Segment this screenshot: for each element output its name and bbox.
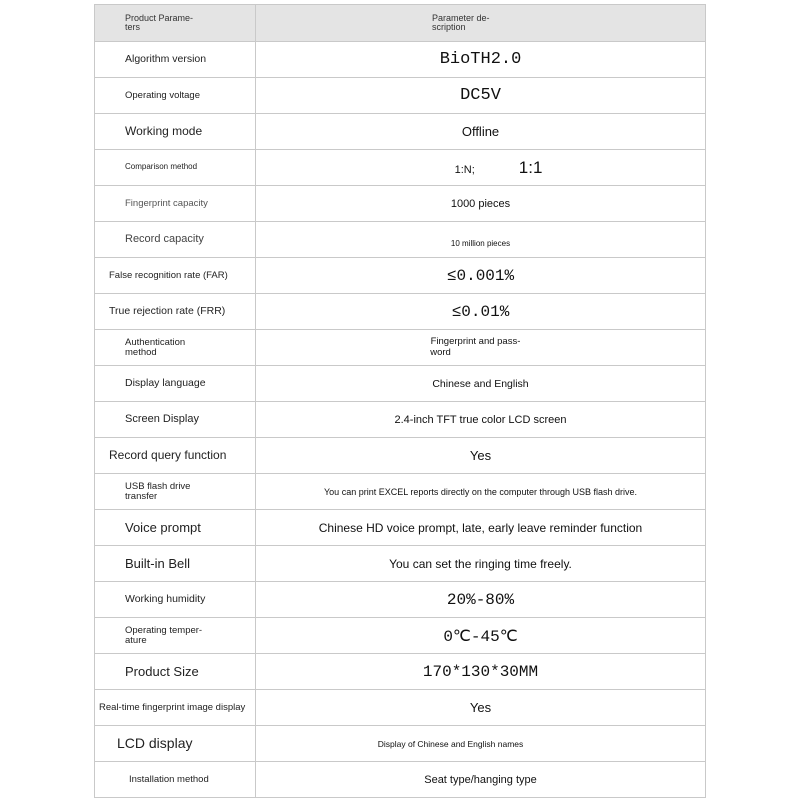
param-label-installation: Installation method bbox=[129, 773, 209, 785]
param-label-usb-line2: transfer bbox=[125, 490, 158, 502]
param-value-fingerprint-capacity: 1000 pieces bbox=[450, 197, 511, 210]
param-value-operating-temp: 0℃-45℃ bbox=[443, 627, 518, 646]
param-value-usb-transfer: You can print EXCEL reports directly on the computer through USB flash drive. bbox=[324, 486, 637, 497]
param-value-realtime-image: Yes bbox=[469, 700, 492, 715]
table-row bbox=[95, 186, 706, 222]
table-row bbox=[95, 78, 706, 114]
param-value-record-query: Yes bbox=[469, 448, 492, 463]
table-row bbox=[95, 330, 706, 366]
param-value-far: ≤0.001% bbox=[446, 266, 515, 285]
table-row bbox=[95, 726, 706, 762]
table-row bbox=[95, 546, 706, 582]
table-row bbox=[95, 474, 706, 510]
param-value-product-size: 170*130*30MM bbox=[422, 662, 539, 681]
header-param-cell bbox=[95, 5, 256, 42]
param-value-screen-display: 2.4-inch TFT true color LCD screen bbox=[394, 413, 567, 426]
param-value-working-mode: Offline bbox=[461, 124, 500, 139]
table-row bbox=[95, 654, 706, 690]
param-value-algorithm-version: BioTH2.0 bbox=[439, 50, 522, 69]
table-row bbox=[95, 366, 706, 402]
param-value-comparison-method-11: 1:1 bbox=[518, 157, 543, 177]
table-row bbox=[95, 294, 706, 330]
header-desc-cell bbox=[256, 5, 706, 42]
param-value-record-capacity: 10 million pieces bbox=[450, 239, 511, 248]
param-label-record-capacity: Record capacity bbox=[125, 232, 204, 245]
table-row bbox=[95, 114, 706, 150]
param-label-built-in-bell: Built-in Bell bbox=[125, 555, 191, 571]
param-label-screen-display: Screen Display bbox=[125, 412, 199, 425]
param-label-usb-line1: USB flash drive bbox=[125, 480, 191, 492]
table-row bbox=[95, 222, 706, 258]
table-row bbox=[95, 258, 706, 294]
table-row bbox=[95, 402, 706, 438]
param-label-fingerprint-capacity: Fingerprint capacity bbox=[125, 197, 208, 209]
param-label-voice-prompt: Voice prompt bbox=[125, 519, 201, 535]
param-label-frr: True rejection rate (FRR) bbox=[109, 304, 226, 317]
param-label-operating-temp-line2: ature bbox=[125, 634, 147, 646]
table-header-row bbox=[95, 5, 706, 42]
table-row bbox=[95, 42, 706, 78]
param-value-authentication-line1: Fingerprint and pass- bbox=[430, 336, 521, 348]
param-label-record-query: Record query function bbox=[109, 448, 227, 463]
param-value-authentication-line2: word bbox=[430, 346, 451, 358]
param-label-working-humidity: Working humidity bbox=[125, 592, 206, 605]
param-label-product-size: Product Size bbox=[125, 663, 199, 679]
param-value-voice-prompt: Chinese HD voice prompt, late, early leave reminder function bbox=[318, 520, 643, 535]
param-value-built-in-bell: You can set the ringing time freely. bbox=[389, 556, 572, 571]
table-row bbox=[95, 438, 706, 474]
param-value-operating-voltage: DC5V bbox=[460, 86, 501, 105]
param-value-frr: ≤0.01% bbox=[451, 302, 510, 321]
header-desc-label-line1: Parameter de- bbox=[432, 12, 490, 23]
header-param-label-line2: ters bbox=[125, 22, 141, 32]
param-label-algorithm-version: Algorithm version bbox=[125, 52, 207, 65]
param-value-installation: Seat type/hanging type bbox=[424, 773, 537, 786]
header-desc-label-line2: scription bbox=[432, 22, 466, 32]
param-label-operating-temp-line1: Operating temper- bbox=[125, 624, 203, 636]
param-label-comparison-method: Comparison method bbox=[125, 162, 198, 172]
param-label-display-language: Display language bbox=[125, 376, 206, 389]
table-row bbox=[95, 762, 706, 798]
table-row bbox=[95, 690, 706, 726]
param-label-lcd-display: LCD display bbox=[117, 735, 193, 752]
param-label-realtime-image: Real-time fingerprint image display bbox=[99, 701, 246, 713]
table-row bbox=[95, 582, 706, 618]
param-label-working-mode: Working mode bbox=[125, 124, 203, 139]
table-row bbox=[95, 618, 706, 654]
param-value-comparison-method-1n: 1:N; bbox=[454, 163, 475, 176]
param-label-authentication-line1: Authentication bbox=[125, 336, 186, 348]
param-label-authentication-line2: method bbox=[125, 346, 157, 358]
table-row bbox=[95, 510, 706, 546]
table-row bbox=[95, 150, 706, 186]
param-label-far: False recognition rate (FAR) bbox=[109, 269, 228, 281]
param-label-operating-voltage: Operating voltage bbox=[125, 89, 200, 101]
param-value-lcd-display: Display of Chinese and English names bbox=[377, 738, 524, 749]
header-param-label-line1: Product Parame- bbox=[125, 12, 194, 23]
param-value-working-humidity: 20%-80% bbox=[446, 590, 515, 609]
param-value-display-language: Chinese and English bbox=[432, 377, 529, 390]
product-parameter-table bbox=[94, 4, 706, 798]
